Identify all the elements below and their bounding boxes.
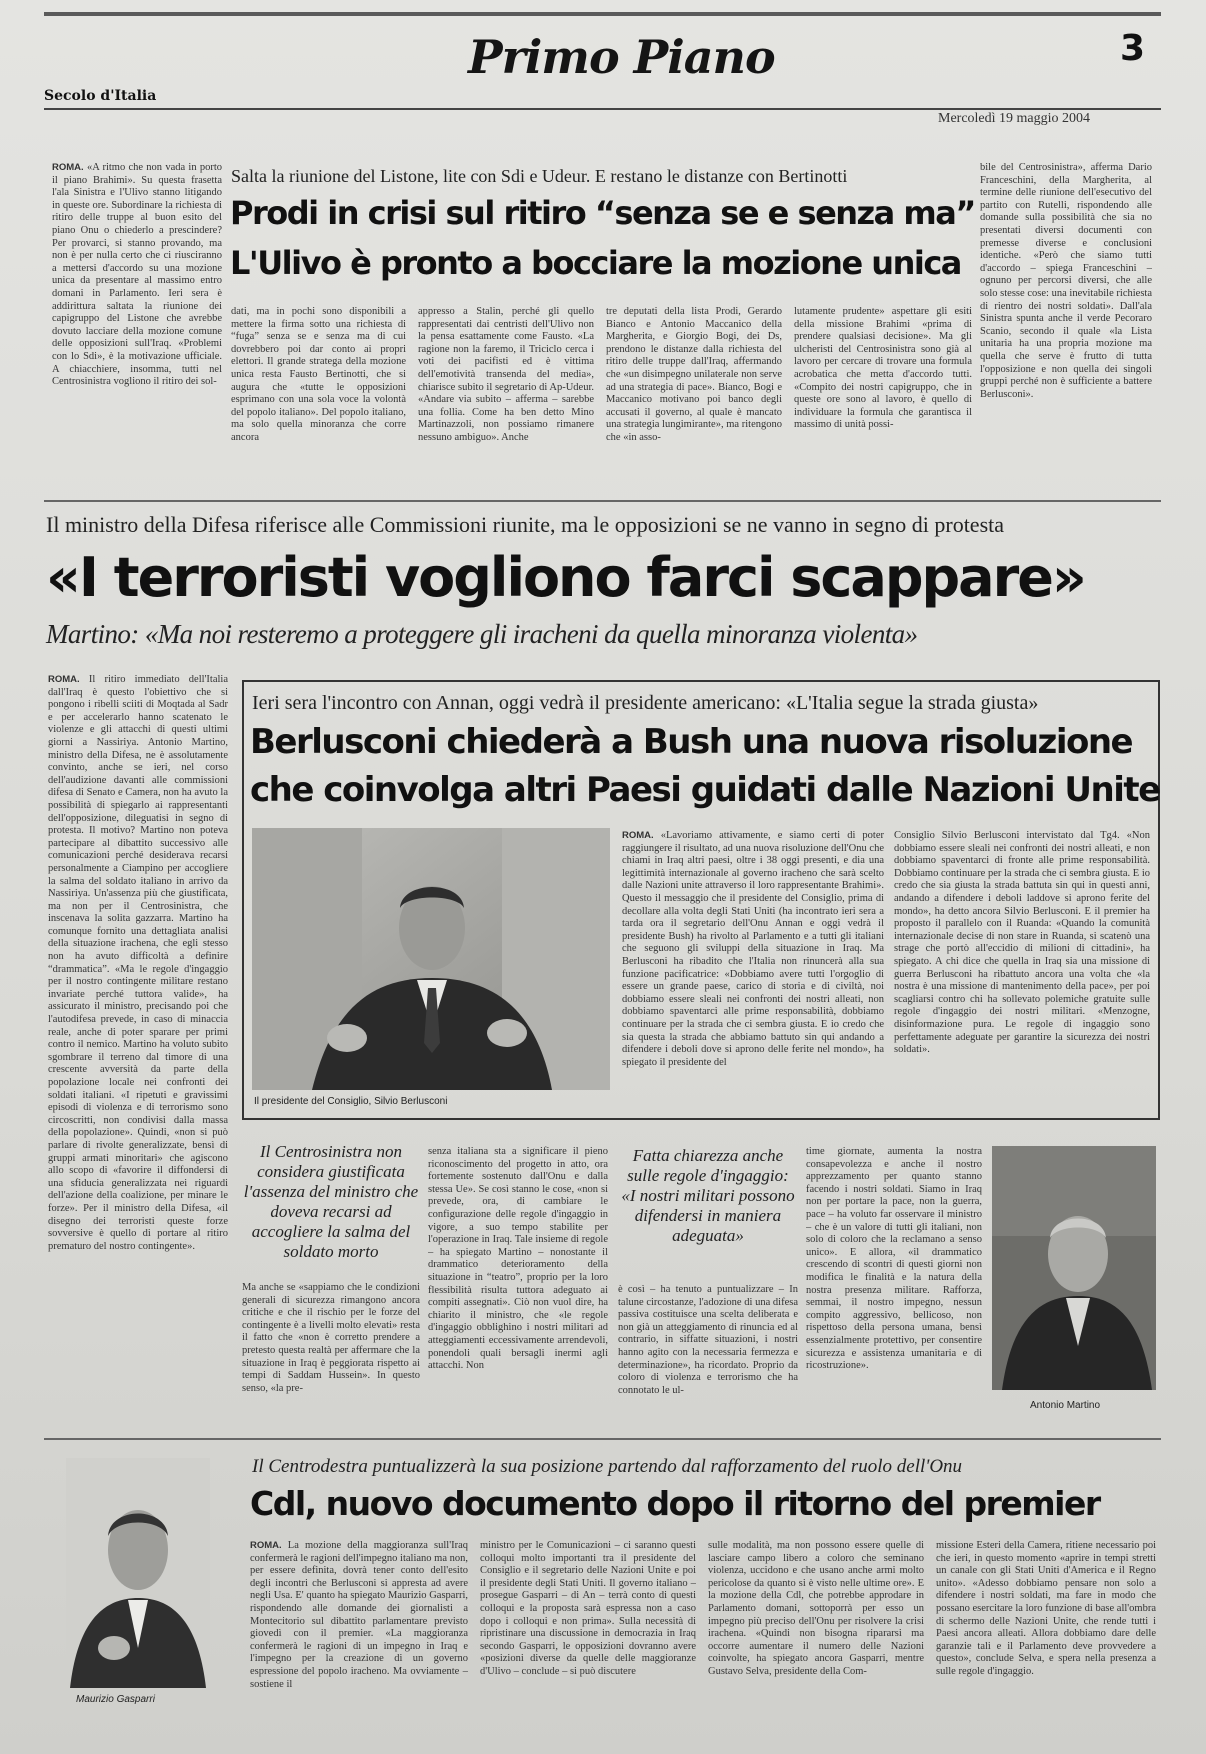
article-kicker: Salta la riunione del Listone, lite con Sdi e Udeur. E restano le distanze con Bertinotti bbox=[231, 166, 848, 186]
dateline: ROMA. bbox=[250, 1540, 282, 1551]
section-divider bbox=[44, 1438, 1161, 1440]
article-column: missione Esteri della Camera, ritiene necessario poi che ieri, in questo momento «aprire in tempi stretti un canale con gli Stati Uniti d'America e il Regno unito». «Adesso dobbiamo pensare non solo a difendere i nostri soldati, ma fare in modo che possano esercitare la loro funzione di base all'ombra di schermo delle Nazioni Unite, che rende tutti i Paesi ancora alleati. Allora dobbiamo dare delle garanzie tali e il Parlamento deve provvedere a questo», conclude Selva, e spera nella presenza a sulle regole d'ingaggio. bbox=[936, 1540, 1156, 1677]
article-headline-secondary: L'Ulivo è pronto a bocciare la mozione unica bbox=[230, 244, 961, 282]
photo-caption: Il presidente del Consiglio, Silvio Berlusconi bbox=[254, 1096, 448, 1107]
article-column: dati, ma in pochi sono disponibili a mettere la firma sotto una richiesta di “fuga” senza se e senza ma di cui dovrebbero poi dar conto ai propri elettori. Il grande stratega della mozione unica resta Fausto Bertinotti, che si augura che «tutte le opposizioni esprimano con una sola voce la volontà del popolo italiano». Del popolo italiano, ma solo quella minoranza che corre ancora bbox=[231, 306, 406, 443]
dateline: ROMA. bbox=[52, 162, 84, 173]
berlusconi-photo bbox=[252, 828, 610, 1090]
column-text: «A ritmo che non vada in porto il piano Brahimi». Su questa frasetta l'ala Sinistra e l'Ulivo stanno litigando in queste ore. Subordinare la richiesta di ritiro delle truppe al buon esito del piano Onu o chiederlo a prescindere? Per provarci, si stanno provando, ma non è per nulla certo che ci riusciranno a mettersi d'accordo su una mozione unica da presentare al massimo entro domani in Parlamento. Ieri sera è addirittura saltata la riunione dei capigruppo del Listone che avrebbe dovuto lacciare della mozione comune delle opposizioni sull'Iraq. «Problemi con lo Sdi», è la motivazione ufficiale. A chiacchiere, insomma, tutti nel Centrosinistra vogliono il ritiro dei sol- bbox=[52, 162, 222, 388]
article-column: Consiglio Silvio Berlusconi intervistato dal Tg4. «Non dobbiamo essere sleali nei confronti dei nostri alleati, e non dobbiamo spaventarci di fronte alle prime responsabilità. Dobbiamo continuare per la strada che ci sembra giusta. E io credo che sia giusta la strada battuta sin qui in questi anni, andando a difendere i deboli laddove si aprono ferite del mondo», ha detto ancora Silvio Berlusconi. E il premier ha proposto il parallelo con il Ruanda: «Quando la comunità internazionale decise di non stare in Ruanda, si scatenò una strage che portò all'eccidio di milioni di cittadini», ha spiegato. A chi dice che quella in Iraq sia una missione di guerra Berlusconi ha ribattuto ancora una volta che «la nostra è una missione di mantenimento della pace», per poi scagliarsi contro chi ha sollevato polemiche gratuite sulle regole d'ingaggio dei nostri militari. «Menzogne, disinformazione pura. Le regole di ingaggio sono perfettamente adeguate per garantire la sicurezza dei nostri soldati». bbox=[894, 830, 1150, 1056]
article-column: bile del Centrosinistra», afferma Dario Franceschini, della Margherita, al termine delle riunione dell'esecutivo del partito con Rutelli, rispondendo alle domande sulla possibilità che sia no presentati diversi documenti con premesse diverse e conclusioni identiche. «Però che siamo tutti d'accordo – spiega Franceschini – ognuno per percorsi diversi, che alle solo stesse cose: una inevitabile richiesta di rientro dei nostri soldati». Dall'ala Sinistra spunta anche il verde Pecoraro Scanio, secondo il quale «la Lista unitaria ha una propria mozione ma quella che serve è frutto di tutta l'opposizione e non quella dei singoli gruppi perché non è sufficiente a battere Berlusconi». bbox=[980, 162, 1152, 400]
article-headline-secondary: che coinvolga altri Paesi guidati dalle Nazioni Unite bbox=[250, 770, 1160, 810]
article-column: ministro per le Comunicazioni – ci saranno questi colloqui molto importanti tra il presidente del Consiglio e il segretario delle Nazioni Unite e poi il presidente degli Stati Uniti. Il governo italiano – prosegue Gasparri – di An – terrà conto di questi colloqui e la proposta sarà espressa non a caso dopo i colloqui e non prima». Sulla necessità di ripristinare una discussione in democrazia in Iraq secondo Gasparri, le opposizioni dovranno avere «posizioni diverse da quelle delle maggioranze d'Ulivo – conclude – si può discutere bbox=[480, 1540, 696, 1677]
article-kicker: Il ministro della Difesa riferisce alle Commissioni riunite, ma le opposizioni se ne vanno in segno di protesta bbox=[46, 512, 1005, 537]
article-column bbox=[622, 830, 884, 1110]
article-headline: Berlusconi chiederà a Bush una nuova risoluzione bbox=[250, 722, 1133, 762]
article-kicker: Ieri sera l'incontro con Annan, oggi vedrà il presidente americano: «L'Italia segue la strada giusta» bbox=[252, 692, 1039, 714]
section-divider bbox=[44, 500, 1161, 502]
article-column: senza italiana sta a significare il pieno riconoscimento del progetto in atto, ora fortemente sostenuto dall'Onu e dalla stessa Ue». Se così stanno le cose, «non si prevede, ora, di cambiare le configurazione delle regole d'ingaggio in vigore, a suo tempo stabilite per l'operazione in Iraq. Tale insieme di regole – ha spiegato Martino – nonostante il drammatico deterioramento della situazione in “teatro”, proprio per la loro flessibilità risulta tuttora adeguato ai compiti assegnati». Ciò non vuol dire, ha chiarito il ministro, che «le regole d'ingaggio obblighino i nostri militari ad atteggiamenti eccessivamente arrendevoli, ponendoli quali bersagli inermi agli attacchi. Non bbox=[428, 1146, 608, 1372]
dateline: ROMA. bbox=[48, 674, 80, 685]
article-column: sulle modalità, ma non possono essere quelle di lasciare campo libero a coloro che seminano violenza, uccidono e che usano anche armi molto pericolose da quanto si è visto nelle ultime ore». E la mozione della Cdl, che potrebbe approdare in Parlamento domani, sottoporrà per esso un impegno più preciso dell'Onu per risolvere la crisi irachena. «Quindi non bisogna ripararsi ma occorre aumentare il numero delle Nazioni coinvolte, ha spiegato ancora Gasparri, mentre Gustavo Selva, presidente della Com- bbox=[708, 1540, 924, 1677]
article-column: Ma anche se «sappiamo che le condizioni generali di sicurezza rimangono ancora critiche e che il rischio per le forze del contingente è a livelli molto elevati» resta il fatto che «non è corretto prendere a pretesto questa realtà per affermare che la situazione in Iraq è peggiorata rispetto ai tempi di Saddam Hussein». In questo senso, «la pre- bbox=[242, 1282, 420, 1394]
portrait-image bbox=[66, 1458, 210, 1688]
gasparri-photo bbox=[66, 1458, 210, 1688]
column-text: La mozione della maggioranza sull'Iraq confermerà le ragioni dell'impegno italiano ma non, per essere definita, dovrà tener conto dell'esito degli incontri che Berlusconi si appresta ad avere negli Usa. E' quanto ha spiegato Maurizio Gasparri, rispondendo alle domande dei giornalisti a Montecitorio sul dibattito parlamentare previsto giovedì con il premier. «La maggioranza confermerà le ragioni di un impegno in Iraq e l'impegno per la creazione di un governo espressione del popolo iracheno. Ma ovviamente – sostiene il bbox=[250, 1540, 468, 1690]
article-column: è così – ha tenuto a puntualizzare – In talune circostanze, l'adozione di una difesa passiva costituisce una scelta deliberata e non già un atteggiamento di rinuncia ed al contrario, in siffatte situazioni, i nostri hanno agito con la necessaria fermezza e determinazione», ha ricordato. Proprio da coloro di violenza e terrorismo che ha connotato le ul- bbox=[618, 1284, 798, 1396]
article-headline: Cdl, nuovo documento dopo il ritorno del premier bbox=[250, 1484, 1100, 1523]
article-column: lutamente prudente» aspettare gli esiti della missione Brahimi «prima di prendere qualsiasi decisione». Ma gli ulcheristi del Centrosinistra sono già al lavoro per cercare di trovare una formula acrobatica che metta d'accordo tutti. «Compito dei nostri capigruppo, che in queste ore sono al lavoro, è quello di individuare la formula che garantisca il massimo di unità possi- bbox=[794, 306, 972, 431]
portrait-image bbox=[992, 1146, 1156, 1390]
article-column: time giornate, aumenta la nostra consapevolezza e anche il nostro apprezzamento per quanto stanno facendo i nostri soldati. Siamo in Iraq non per portare la pace, non la guerra, pace – ha voluto far osservare il ministro – che è un valore di tutti gli italiani, non solo di coloro che la reclamano a senso unico». E allora, «il drammatico crescendo di scontri di questi giorni non modifica le finalità e la natura della nostra presenza militare. Rafforza, semmai, il nostro impegno, nessun compito aggressivo, bellicoso, non rispettoso della persona umana, bensì essenzialmente protettivo, per consentire sicurezza e assistenza umanitaria e di ricostruzione». bbox=[806, 1146, 982, 1372]
page-number: 3 bbox=[1120, 28, 1146, 69]
paper-name: Secolo d'Italia bbox=[44, 88, 157, 104]
article-column bbox=[52, 162, 222, 494]
article-subhead: Martino: «Ma noi resteremo a proteggere gli iracheni da quella minoranza violenta» bbox=[46, 619, 918, 649]
article-column: tre deputati della lista Prodi, Gerardo Bianco e Antonio Maccanico della Margherita, e Giorgio Bogi, dei Ds, prendono le distanze dalla richiesta del ritiro delle truppe dall'Iraq, affermando che «un disimpegno unilaterale non serve ad una strategia di pace». Bianco, Bogi e Maccanico motivano poi banco degli accusati il governo, al quale è mancato una strategia lungimirante», ma ritengono che «in asso- bbox=[606, 306, 782, 443]
martino-photo bbox=[992, 1146, 1156, 1390]
portrait-image bbox=[252, 828, 610, 1090]
section-title: Primo Piano bbox=[468, 30, 775, 84]
pullquote-right: Fatta chiarezza anche sulle regole d'ingaggio: «I nostri militari possono difendersi in maniera adeguata» bbox=[621, 1146, 795, 1245]
article-column: appresso a Stalin, perché gli quello rappresentati dai centristi dell'Ulivo non la pensa esattamente come Fausto. «La ragione non la faremo, il Triciclo cerca i voti dei pacifisti ed è vittima dell'emotività transenda del media», chiarisce subito il segretario di Ap-Udeur. «Andare via subito – afferma – sarebbe una follia. Come ha ben detto Mino Martinazzoli, non possiamo rimanere nessuno ambiguo». Anche bbox=[418, 306, 594, 443]
main-headline: «I terroristi vogliono farci scappare» bbox=[46, 546, 1085, 609]
article-prodi bbox=[0, 0, 1206, 510]
article-column bbox=[250, 1540, 468, 1740]
column-text: «Lavoriamo attivamente, e siamo certi di poter raggiungere il risultato, ad una nuova risoluzione dell'Onu che chiami in Iraq altri paesi, oltre i 38 oggi presenti, e dia una legittimità internazionale al governo iracheno che sarà scelto dalle Nazioni unite attraverso il loro rappresentante Brahimi». Questo il messaggio che il presidente del Consiglio, prima di decollare alla volta degli Stati Uniti (ha incontrato ieri sera a tarda ora il segretario dell'Onu Annan e oggi vedrà il presidente Bush) ha rivolto al Parlamento e a tutti gli italiani che seguono gli sviluppi della situazione in Iraq. Ma Berlusconi ha ribadito che l'Italia non rinuncerà alla sua funzione pacificatrice: «Dobbiamo avere tutti l'orgoglio di essere un grande paese, carico di storia e di civiltà, noi dobbiamo essere sleali nei confronti dei nostri alleati, non dobbiamo spaventarci alle prime responsabilità, dobbiamo continuare per la strada che ci sembra giusta. E io credo che sia questa la strada che abbiamo battuto sin qui andando a difendere i deboli dove si aprono delle ferite nel mondo», ha spiegato il presidente del bbox=[622, 830, 884, 1068]
photo-caption: Maurizio Gasparri bbox=[76, 1694, 155, 1705]
dateline: ROMA. bbox=[622, 830, 654, 841]
column-text: Il ritiro immediato dell'Italia dall'Iraq è questo l'obiettivo che si pongono i ribelli sciiti di Moqtada al Sadr e per accelerarlo hanno scatenato le violenze e gli attacchi di questi ultimi giorni a Nassiriya. Antonio Martino, ministro della Difesa, ne è assolutamente convinto, anche se ieri, nel corso dell'audizione davanti alle commissioni difesa di Senato e Camera, non ha avuto la possibilità di spiegarlo ai rappresentanti dell'opposizione, dileguatisi in segno di protesta. Il motivo? Martino non poteva partecipare al dibattito successivo alle comunicazioni perché desiderava recarsi personalmente a Ciampino per accogliere la salma del soldato italiano in arrivo da Nassiriya. Un'assenza più che giustificata, ma non per il Centrosinistra, che inscenava la solita gazzarra. Martino ha comunque fornito una dettagliata analisi della situazione irachena, che egli stesso non ha avuto difficoltà a definire “drammatica”. «Ma le regole d'ingaggio per il nostro contingente militare restano invariate perché tuttora valide», ha assicurato il ministro, precisando poi che l'autodifesa prevede, in caso di minaccia reale, anche di poter sparare per primi contro il nemico. Martino ha voluto subito sgombrare il terreno dal timore di una crescente avversità da parte della popolazione locale nei confronti dei soldati italiani. «I ripetuti e gravissimi episodi di violenza e di terrorismo sono circoscritti, non condivisi dalla massa della popolazione». Quindi, «non si può parlare di rivolte generalizzate, bensì di gruppi armati minoritari» che agiscono allo scopo di «favorire il diffondersi di una sfiducia generalizzata nei riguardi dell'azione della coalizione, per minare le forze». Per il ministro della Difesa, «il disegno dei terroristi queste forze sovversive è quello di portare al ritiro prematuro del nostro contingente». bbox=[48, 674, 228, 1252]
article-kicker: Il Centrodestra puntualizzerà la sua posizione partendo dal rafforzamento del ruolo dell'Onu bbox=[252, 1456, 963, 1477]
article-headline: Prodi in crisi sul ritiro “senza se e senza ma” bbox=[230, 194, 975, 232]
issue-date: Mercoledì 19 maggio 2004 bbox=[938, 111, 1091, 126]
boxed-article-berlusconi bbox=[242, 680, 1160, 1120]
pullquote-left: Il Centrosinistra non considera giustificata l'assenza del ministro che doveva recarsi ad accogliere la salma del soldato morto bbox=[243, 1142, 419, 1261]
photo-caption: Antonio Martino bbox=[1030, 1400, 1101, 1411]
